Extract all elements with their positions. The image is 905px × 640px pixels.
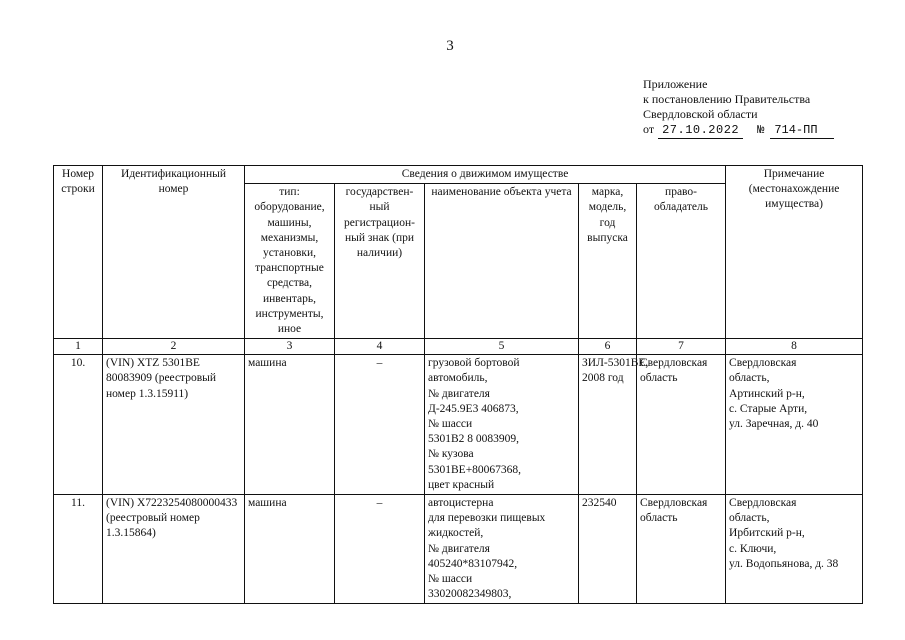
property-type: машина xyxy=(245,495,335,604)
object-name-line: для перевозки пищевых xyxy=(428,512,546,525)
header-movable-property: Сведения о движимом имуществе xyxy=(245,166,726,184)
id-number: (VIN) X7223254080000433 (реестровый номер 1.3.15864) xyxy=(103,495,245,604)
object-name-line: № шасси xyxy=(428,573,473,586)
column-number: 4 xyxy=(335,339,425,355)
header-note: Примечание (местонахождение имущества) xyxy=(726,166,863,339)
object-name xyxy=(425,355,579,495)
row-number: 10. xyxy=(54,355,103,495)
object-name-line: 5301ВЕ+80067368, xyxy=(428,463,522,476)
header-owner: право-обладатель xyxy=(637,184,726,339)
object-name-line: цвет красный xyxy=(428,478,495,491)
header-type: тип: оборудование, машины, механизмы, установки, транспортные средства, инвентарь, инструменты, иное xyxy=(245,184,335,339)
property-table xyxy=(53,165,863,604)
object-name-line: № кузова xyxy=(428,448,474,461)
appendix-reference: к постановлению Правительства xyxy=(643,92,811,106)
header-row-number: Номер строки xyxy=(54,166,103,339)
location-line: Ирбитский р-н, xyxy=(729,527,805,540)
appendix-region: Свердловской области xyxy=(643,107,758,121)
header-id-number: Идентификационный номер xyxy=(103,166,245,339)
reg-sign: – xyxy=(335,495,425,604)
object-name-line: автоцистерна xyxy=(428,497,494,510)
location-line: Свердловская xyxy=(729,497,797,510)
column-number: 7 xyxy=(637,339,726,355)
header-object-name: наименование объекта учета xyxy=(425,184,579,339)
table-row xyxy=(54,355,863,495)
table-row xyxy=(54,495,863,604)
brand-model: ЗИЛ-5301ВЕ, 2008 год xyxy=(579,355,637,495)
column-number-row xyxy=(54,339,863,355)
header-brand: марка, модель, год выпуска xyxy=(579,184,637,339)
property-type: машина xyxy=(245,355,335,495)
location-line: Свердловская xyxy=(729,357,797,370)
column-number: 6 xyxy=(579,339,637,355)
object-name-line: автомобиль, xyxy=(428,372,488,385)
location-line: область, xyxy=(729,372,770,385)
object-name-line: 33020082349803, xyxy=(428,588,512,601)
object-name-line: грузовой бортовой xyxy=(428,357,520,370)
column-number: 1 xyxy=(54,339,103,355)
object-name-line: Д-245.9Е3 406873, xyxy=(428,402,519,415)
from-label: от xyxy=(643,122,655,136)
id-number: (VIN) XTZ 5301BE 80083909 (реестровый номер 1.3.15911) xyxy=(103,355,245,495)
row-number: 11. xyxy=(54,495,103,604)
appendix-block xyxy=(643,77,883,139)
location-line: с. Старые Арти, xyxy=(729,402,808,415)
object-name-line: 5301В2 8 0083909, xyxy=(428,433,520,446)
location-line: область, xyxy=(729,512,770,525)
appendix-signature-line xyxy=(643,122,883,139)
column-number: 8 xyxy=(726,339,863,355)
object-name-line: № шасси xyxy=(428,418,473,431)
location-line: ул. Водопьянова, д. 38 xyxy=(729,557,839,570)
location-line: Артинский р-н, xyxy=(729,387,805,400)
object-name-line: 405240*83107942, xyxy=(428,557,518,570)
reg-sign: – xyxy=(335,355,425,495)
header-reg-sign: государствен-ный регистрацион-ный знак (при наличии) xyxy=(335,184,425,339)
column-number: 2 xyxy=(103,339,245,355)
column-number: 3 xyxy=(245,339,335,355)
object-name-line: № двигателя xyxy=(428,542,490,555)
location-line: с. Ключи, xyxy=(729,542,777,555)
number-label: № xyxy=(757,123,765,137)
property-location xyxy=(726,495,863,604)
object-name-line: № двигателя xyxy=(428,387,490,400)
page-number: 3 xyxy=(446,38,454,54)
object-name xyxy=(425,495,579,604)
column-number: 5 xyxy=(425,339,579,355)
object-name-line: жидкостей, xyxy=(428,527,484,540)
property-location xyxy=(726,355,863,495)
brand-model: 232540 xyxy=(579,495,637,604)
appendix-title: Приложение xyxy=(643,77,708,91)
header-row-1 xyxy=(54,166,863,184)
location-line: ул. Заречная, д. 40 xyxy=(729,418,819,431)
owner: Свердловская область xyxy=(637,355,726,495)
resolution-date: 27.10.2022 xyxy=(658,123,743,139)
owner: Свердловская область xyxy=(637,495,726,604)
resolution-number: 714-ПП xyxy=(770,123,833,139)
